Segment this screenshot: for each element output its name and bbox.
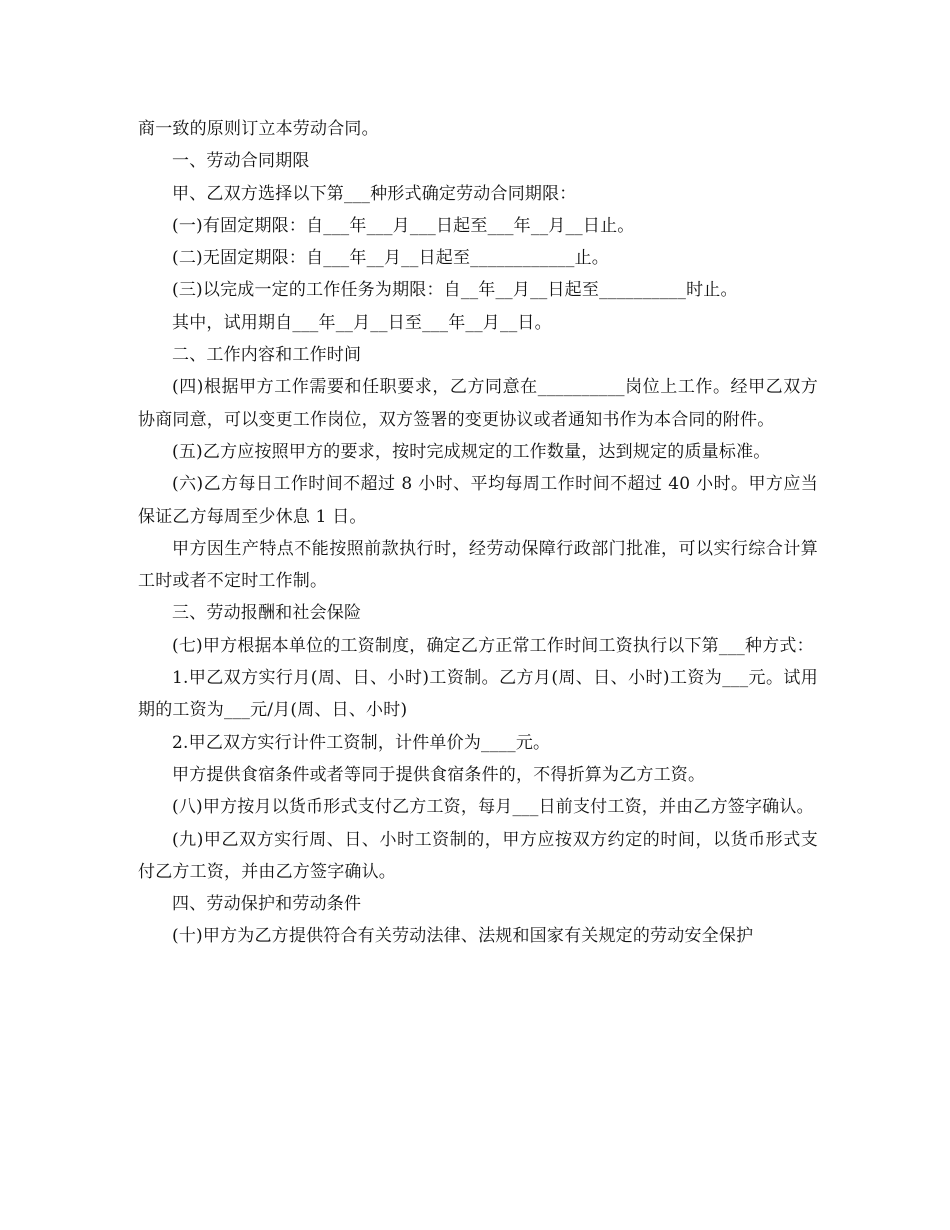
paragraph: 其中，试用期自___年__月__日至___年__月__日。 — [172, 312, 552, 333]
paragraph: 二、工作内容和工作时间 — [172, 345, 362, 366]
paragraph: 一、劳动合同期限 — [172, 151, 310, 172]
paragraph: (八)甲方按月以货币形式支付乙方工资，每月___日前支付工资，并由乙方签字确认。 — [172, 797, 814, 818]
paragraph: 1.甲乙双方实行月(周、日、小时)工资制。乙方月(周、日、小时)工资为___元。试用期的工资为___元/月(周、日、小时) — [138, 668, 818, 721]
paragraph: (七)甲方根据本单位的工资制度，确定乙方正常工作时间工资执行以下第___种方式： — [172, 635, 814, 656]
paragraph: (九)甲乙双方实行周、日、小时工资制的，甲方应按双方约定的时间，以货币形式支付乙方工资，并由乙方签字确认。 — [138, 829, 818, 882]
paragraph: (五)乙方应按照甲方的要求，按时完成规定的工作数量，达到规定的质量标准。 — [172, 441, 771, 462]
paragraph: 甲方因生产特点不能按照前款执行时，经劳动保障行政部门批准，可以实行综合计算工时或者不定时工作制。 — [138, 538, 818, 592]
paragraph: (一)有固定期限：自___年___月___日起至___年__月__日止。 — [172, 215, 635, 236]
paragraph: 商一致的原则订立本劳动合同。 — [138, 119, 379, 139]
document-body — [138, 113, 818, 953]
paragraph: (二)无固定期限：自___年__月__日起至____________止。 — [172, 248, 609, 269]
paragraph: 2.甲乙双方实行计件工资制，计件单价为____元。 — [172, 732, 551, 753]
paragraph: 三、劳动报酬和社会保险 — [172, 603, 362, 624]
paragraph: (四)根据甲方工作需要和任职要求，乙方同意在__________岗位上工作。经甲乙双方协商同意，可以变更工作岗位，双方签署的变更协议或者通知书作为本合同的附件。 — [138, 377, 818, 430]
paragraph: (三)以完成一定的工作任务为期限：自__年__月__日起至__________时止。 — [172, 280, 738, 301]
paragraph: 甲方提供食宿条件或者等同于提供食宿条件的，不得折算为乙方工资。 — [172, 764, 706, 785]
paragraph: 四、劳动保护和劳动条件 — [172, 894, 362, 915]
paragraph: 甲、乙双方选择以下第___种形式确定劳动合同期限： — [172, 183, 577, 204]
paragraph: (六)乙方每日工作时间不超过 8 小时、平均每周工作时间不超过 40 小时。甲方应当保证乙方每周至少休息 1 日。 — [138, 474, 818, 527]
paragraph: (十)甲方为乙方提供符合有关劳动法律、法规和国家有关规定的劳动安全保护 — [172, 926, 754, 947]
